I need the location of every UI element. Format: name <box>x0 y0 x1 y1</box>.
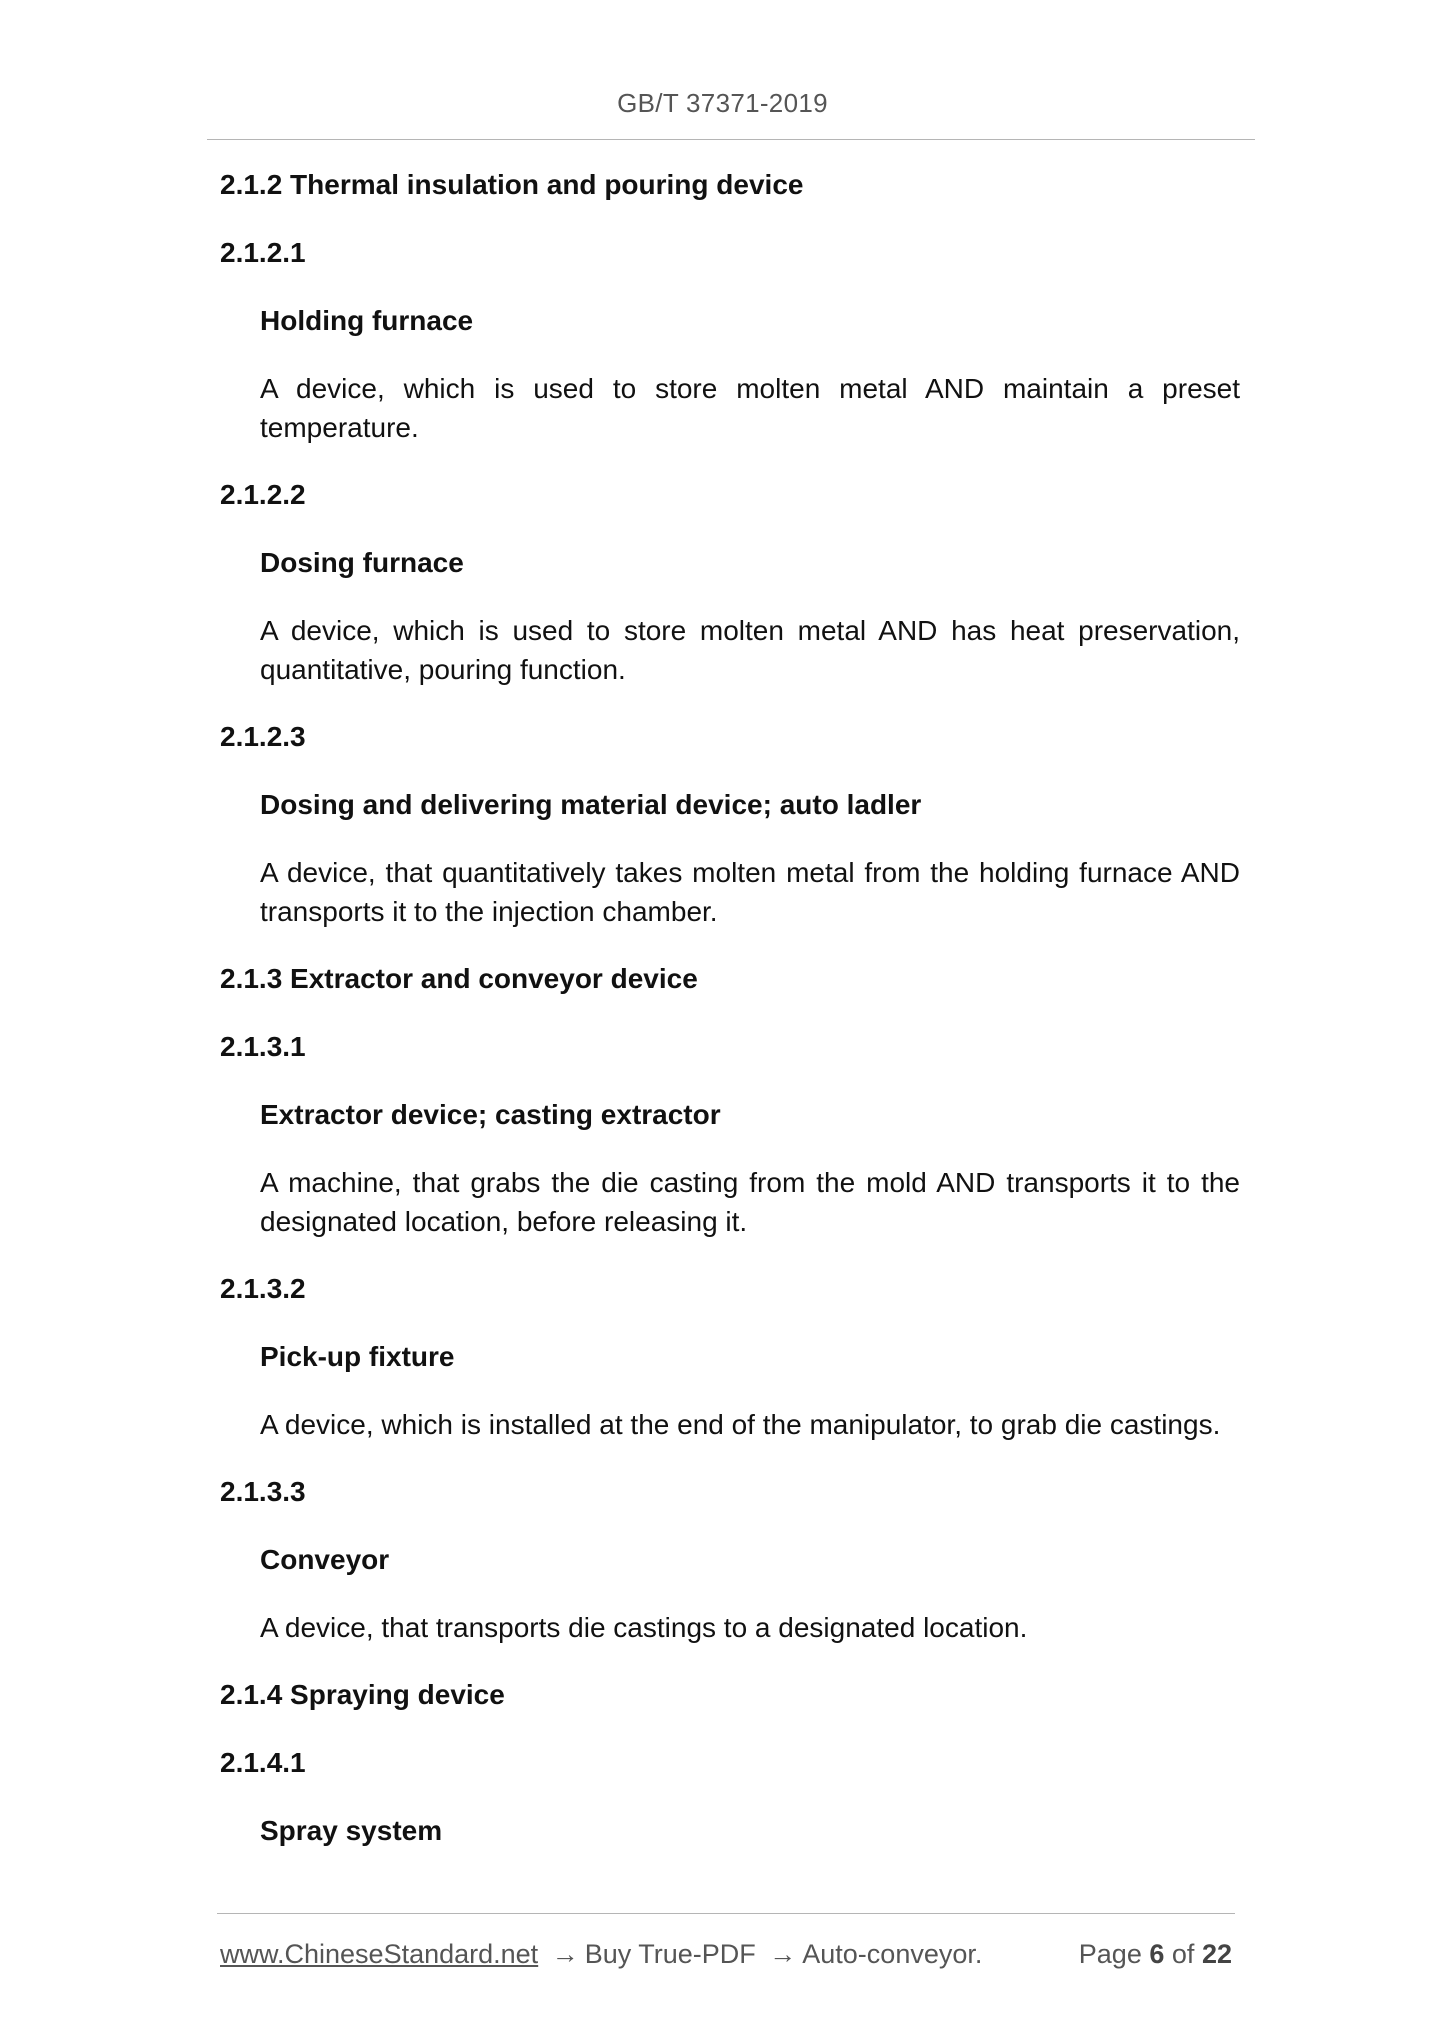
definition-pick-up-fixture: A device, which is installed at the end of the manipulator, to grab die castings. <box>260 1409 1221 1440</box>
document-body <box>220 165 1240 1879</box>
term-casting-extractor: Extractor device; casting extractor <box>260 1099 721 1130</box>
footer-links <box>220 1934 982 1974</box>
term-pick-up-fixture: Pick-up fixture <box>260 1341 455 1372</box>
section-heading-2-1-3: 2.1.3 Extractor and conveyor device <box>220 963 698 994</box>
page-indicator <box>1079 1934 1232 1974</box>
total-pages-number: 22 <box>1201 1939 1232 1969</box>
page-header: GB/T 37371-2019 <box>617 88 828 118</box>
definition-casting-extractor: A machine, that grabs the die casting from the mold AND transports it to the designated location, before releasing it. <box>260 1167 1240 1237</box>
header-divider <box>207 139 1255 140</box>
page-footer <box>220 1934 1232 1974</box>
clause-number-2-1-2-3: 2.1.2.3 <box>220 721 306 752</box>
section-heading-2-1-2: 2.1.2 Thermal insulation and pouring device <box>220 169 804 200</box>
product-name: Auto-conveyor. <box>802 1939 983 1969</box>
footer-divider <box>217 1913 1235 1914</box>
clause-number-2-1-2-1: 2.1.2.1 <box>220 237 306 268</box>
term-dosing-furnace: Dosing furnace <box>260 547 464 578</box>
site-link[interactable]: www.ChineseStandard.net <box>220 1939 539 1969</box>
term-spray-system: Spray system <box>260 1815 443 1846</box>
definition-auto-ladler: A device, that quantitatively takes molten metal from the holding furnace AND transports it to the injection chamber. <box>260 857 1240 927</box>
buy-true-pdf-link[interactable]: Buy True-PDF <box>584 1939 756 1969</box>
definition-conveyor: A device, that transports die castings to a designated location. <box>260 1612 1028 1643</box>
page-label: Page <box>1078 1939 1142 1969</box>
definition-dosing-furnace: A device, which is used to store molten metal AND has heat preservation, quantitative, pouring function. <box>260 615 1240 685</box>
term-conveyor: Conveyor <box>260 1544 390 1575</box>
section-heading-2-1-4: 2.1.4 Spraying device <box>220 1679 505 1710</box>
arrow-right-icon: → <box>551 1939 579 1969</box>
clause-number-2-1-3-2: 2.1.3.2 <box>220 1273 306 1304</box>
clause-number-2-1-3-3: 2.1.3.3 <box>220 1476 306 1507</box>
arrow-right-icon: → <box>769 1939 797 1969</box>
current-page-number: 6 <box>1149 1939 1165 1969</box>
clause-number-2-1-4-1: 2.1.4.1 <box>220 1747 306 1778</box>
term-auto-ladler: Dosing and delivering material device; auto ladler <box>260 789 922 820</box>
term-holding-furnace: Holding furnace <box>260 305 474 336</box>
clause-number-2-1-2-2: 2.1.2.2 <box>220 479 306 510</box>
clause-number-2-1-3-1: 2.1.3.1 <box>220 1031 306 1062</box>
of-label: of <box>1171 1939 1195 1969</box>
definition-holding-furnace: A device, which is used to store molten metal AND maintain a preset temperature. <box>260 373 1240 443</box>
